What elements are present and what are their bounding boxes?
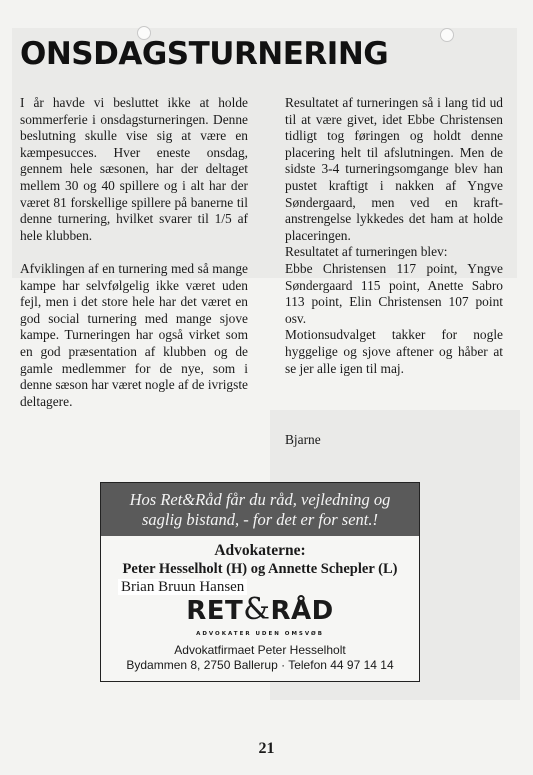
- ad-banner: Hos Ret&Råd får du råd, vejledning og saglig bistand, - for det er for sent.!: [101, 483, 419, 536]
- page-title: ONSDAGSTURNERING: [20, 36, 389, 72]
- article-paragraph: I år havde vi besluttet ikke at holde sommerferie i onsdagsturneringen. Denne beslutning skulle vise sig at være en kæmpesucces. Hver eneste onsdag, gennem hele sæsonen, har der deltaget mellem 30 og 40 spillere og i alt har der været 81 forskellige spillere på banerne til denne turnering, hvilket svarer til 1/5 af hele klubben.: [20, 95, 248, 243]
- article-signature: Bjarne: [285, 432, 321, 447]
- punch-hole-icon: [440, 28, 454, 42]
- ad-added-name: Brian Bruun Hansen: [118, 579, 247, 595]
- ad-contact: [101, 643, 419, 673]
- page-number: 21: [258, 740, 275, 757]
- results-list: Ebbe Christensen 117 point, Yngve Søndergaard 115 point, Anette Sabro 113 point, Elin Christensen 107 point osv.: [285, 260, 503, 326]
- article-paragraph: Afviklingen af en turnering med så mange kampe har selvfølgelig ikke været uden fejl, men i det store hele har det været en god social turnering med mange sjove kampe. Turneringen har også virket som en god præsentation af klubben og de gamle medlemmer for de nye, som i denne sæson har været nogle af de ivrigste deltagere.: [20, 260, 248, 409]
- ad-logo-right: RÅD: [270, 596, 334, 626]
- ad-firm-label: Advokaterne:: [214, 542, 306, 559]
- law-firm-advertisement: [100, 482, 420, 682]
- ad-logo-left: RET: [186, 596, 244, 626]
- ad-contact-address: Bydammen 8, 2750 Ballerup · Telefon 44 97 14 14: [126, 658, 394, 672]
- article-paragraph: Motionsudvalget takker for nogle hyggelige og sjove aftener og håber at se jer alle igen til maj.: [285, 327, 503, 376]
- ad-lawyers: Peter Hesselholt (H) og Annette Schepler (L): [122, 561, 398, 577]
- results-heading: Resultatet af turneringen blev:: [285, 244, 448, 260]
- article-paragraph: Resultatet af turneringen så i lang tid ud til at være givet, idet Ebbe Christensen tidligt tog føringen og holdt denne placering helt til afslutningen. Men de sidste 3-4 turneringsomgange blev han pustet kraftigt i nakken af Yngve Søndergaard, men ved en kraft-anstrengelse lykkedes det ham at holde placeringen.: [285, 95, 503, 243]
- ad-logo: [101, 593, 419, 628]
- ad-logo-ampersand: &: [243, 592, 271, 627]
- ad-contact-name: Advokatfirmaet Peter Hesselholt: [174, 643, 346, 657]
- ad-firm-block: [101, 541, 419, 578]
- ad-tagline: ADVOKATER UDEN OMSVØB: [196, 631, 324, 637]
- article-right-column: [285, 95, 503, 377]
- article-left-column: [20, 95, 248, 410]
